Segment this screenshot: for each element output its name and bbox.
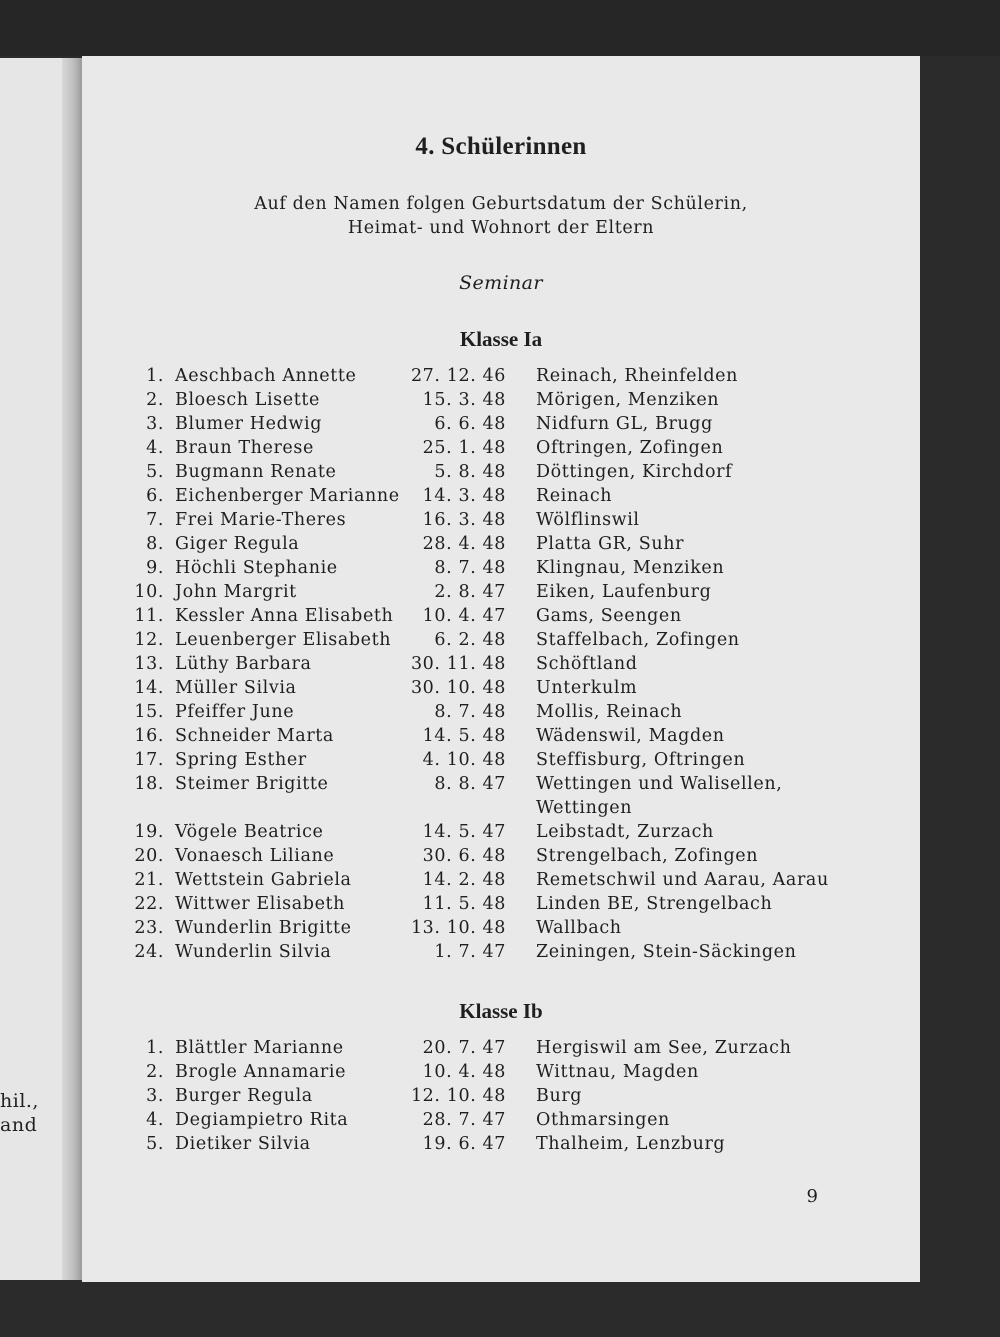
row-name: Blättler Marianne bbox=[175, 1038, 344, 1058]
row-name: Vögele Beatrice bbox=[175, 822, 324, 842]
table-row bbox=[82, 870, 920, 894]
intro-line: Heimat- und Wohnort der Eltern bbox=[347, 218, 655, 238]
row-date: 25. 1. 48 bbox=[422, 438, 506, 458]
row-place: Leibstadt, Zurzach bbox=[536, 822, 714, 842]
table-row bbox=[82, 390, 920, 414]
row-name: Steimer Brigitte bbox=[175, 774, 329, 794]
row-date: 16. 3. 48 bbox=[422, 510, 506, 530]
row-date: 8. 8. 47 bbox=[434, 774, 506, 794]
table-row bbox=[82, 1062, 920, 1086]
row-place: Gams, Seengen bbox=[536, 606, 682, 626]
row-num: 10. bbox=[134, 582, 164, 602]
page-title: 4. Schülerinnen bbox=[415, 133, 587, 160]
row-date: 19. 6. 47 bbox=[422, 1134, 506, 1154]
row-place: Wallbach bbox=[536, 918, 622, 938]
table-row bbox=[82, 942, 920, 966]
row-place: Eiken, Laufenburg bbox=[536, 582, 712, 602]
row-num: 5. bbox=[146, 462, 164, 482]
row-date: 12. 10. 48 bbox=[410, 1086, 506, 1106]
table-row bbox=[82, 822, 920, 846]
table-row bbox=[82, 726, 920, 750]
row-place: Wittnau, Magden bbox=[536, 1062, 699, 1082]
row-date: 11. 5. 48 bbox=[422, 894, 506, 914]
row-date: 10. 4. 48 bbox=[422, 1062, 506, 1082]
row-name: Müller Silvia bbox=[175, 678, 297, 698]
row-num: 9. bbox=[146, 558, 164, 578]
row-num: 12. bbox=[134, 630, 164, 650]
row-name: Braun Therese bbox=[175, 438, 314, 458]
table-row bbox=[82, 486, 920, 510]
row-name: Degiampietro Rita bbox=[175, 1110, 349, 1130]
row-date: 30. 10. 48 bbox=[410, 678, 506, 698]
row-name: Spring Esther bbox=[175, 750, 307, 770]
table-row bbox=[82, 534, 920, 558]
row-place: Reinach, Rheinfelden bbox=[536, 366, 738, 386]
row-place: Wettingen und Walisellen, bbox=[536, 774, 783, 794]
row-place: Strengelbach, Zofingen bbox=[536, 846, 759, 866]
klasse-ia-heading: Klasse Ia bbox=[459, 327, 543, 351]
table-row bbox=[82, 678, 920, 702]
row-num: 5. bbox=[146, 1134, 164, 1154]
row-name: Kessler Anna Elisabeth bbox=[175, 606, 394, 626]
row-name: Wunderlin Brigitte bbox=[175, 918, 352, 938]
table-row bbox=[82, 630, 920, 654]
row-name: Brogle Annamarie bbox=[175, 1062, 347, 1082]
row-place: Wädenswil, Magden bbox=[536, 726, 725, 746]
table-row bbox=[82, 582, 920, 606]
row-num: 16. bbox=[134, 726, 164, 746]
row-date: 30. 11. 48 bbox=[410, 654, 506, 674]
klasse-ib-heading: Klasse Ib bbox=[459, 999, 543, 1023]
row-date: 5. 8. 48 bbox=[434, 462, 506, 482]
intro-line: Auf den Namen folgen Geburtsdatum der Schülerin, bbox=[254, 194, 748, 214]
left-page-fragment: hil., bbox=[0, 1090, 39, 1112]
row-num: 3. bbox=[146, 1086, 164, 1106]
row-name: Schneider Marta bbox=[175, 726, 334, 746]
row-place: Hergiswil am See, Zurzach bbox=[536, 1038, 792, 1058]
row-date: 2. 8. 47 bbox=[434, 582, 506, 602]
row-num: 18. bbox=[134, 774, 164, 794]
row-place: Reinach bbox=[536, 486, 613, 506]
row-date: 14. 3. 48 bbox=[422, 486, 506, 506]
row-date: 20. 7. 47 bbox=[422, 1038, 506, 1058]
row-num: 2. bbox=[146, 1062, 164, 1082]
row-num: 20. bbox=[134, 846, 164, 866]
row-num: 19. bbox=[134, 822, 164, 842]
row-date: 30. 6. 48 bbox=[422, 846, 506, 866]
row-num: 24. bbox=[134, 942, 164, 962]
table-row bbox=[82, 558, 920, 582]
row-date: 1. 7. 47 bbox=[434, 942, 506, 962]
row-num: 22. bbox=[134, 894, 164, 914]
row-num: 21. bbox=[134, 870, 164, 890]
row-place: Mollis, Reinach bbox=[536, 702, 683, 722]
row-date: 14. 2. 48 bbox=[422, 870, 506, 890]
row-place: Döttingen, Kirchdorf bbox=[536, 462, 733, 482]
row-place: Schöftland bbox=[536, 654, 638, 674]
row-name: Pfeiffer June bbox=[175, 702, 295, 722]
row-place: Thalheim, Lenzburg bbox=[536, 1134, 726, 1154]
row-name: Leuenberger Elisabeth bbox=[175, 630, 392, 650]
row-name: Lüthy Barbara bbox=[175, 654, 312, 674]
section-heading: Seminar bbox=[459, 272, 543, 294]
row-place: Staffelbach, Zofingen bbox=[536, 630, 740, 650]
row-place: Klingnau, Menziken bbox=[536, 558, 725, 578]
table-row bbox=[82, 510, 920, 534]
row-place: Platta GR, Suhr bbox=[536, 534, 685, 554]
row-place: Wettingen bbox=[536, 798, 633, 818]
row-date: 28. 7. 47 bbox=[422, 1110, 506, 1130]
row-name: Höchli Stephanie bbox=[175, 558, 338, 578]
row-num: 1. bbox=[146, 366, 164, 386]
row-place: Unterkulm bbox=[536, 678, 638, 698]
row-name: Burger Regula bbox=[175, 1086, 313, 1106]
row-date: 27. 12. 46 bbox=[410, 366, 506, 386]
row-place: Wölflinswil bbox=[536, 510, 640, 530]
row-date: 8. 7. 48 bbox=[434, 558, 506, 578]
page-number: 9 bbox=[806, 1186, 818, 1207]
row-name: Wittwer Elisabeth bbox=[175, 894, 346, 914]
row-num: 15. bbox=[134, 702, 164, 722]
row-name: Dietiker Silvia bbox=[175, 1134, 311, 1154]
row-num: 1. bbox=[146, 1038, 164, 1058]
row-date: 13. 10. 48 bbox=[410, 918, 506, 938]
table-row bbox=[82, 846, 920, 870]
row-name: Aeschbach Annette bbox=[175, 366, 357, 386]
row-num: 2. bbox=[146, 390, 164, 410]
table-row bbox=[82, 798, 920, 822]
row-place: Burg bbox=[536, 1086, 583, 1106]
row-date: 15. 3. 48 bbox=[422, 390, 506, 410]
table-row bbox=[82, 438, 920, 462]
row-date: 14. 5. 47 bbox=[422, 822, 506, 842]
row-name: Wettstein Gabriela bbox=[175, 870, 352, 890]
row-num: 7. bbox=[146, 510, 164, 530]
row-num: 6. bbox=[146, 486, 164, 506]
row-date: 10. 4. 47 bbox=[422, 606, 506, 626]
row-name: Blumer Hedwig bbox=[175, 414, 323, 434]
row-name: Bugmann Renate bbox=[175, 462, 337, 482]
row-name: John Margrit bbox=[175, 582, 297, 602]
row-date: 8. 7. 48 bbox=[434, 702, 506, 722]
scan-background bbox=[0, 0, 1000, 56]
row-num: 4. bbox=[146, 1110, 164, 1130]
row-name: Bloesch Lisette bbox=[175, 390, 320, 410]
row-date: 6. 2. 48 bbox=[434, 630, 506, 650]
table-row bbox=[82, 1110, 920, 1134]
row-place: Steffisburg, Oftringen bbox=[536, 750, 746, 770]
table-row bbox=[82, 366, 920, 390]
page bbox=[82, 56, 920, 1282]
row-num: 13. bbox=[134, 654, 164, 674]
row-num: 4. bbox=[146, 438, 164, 458]
table-row bbox=[82, 894, 920, 918]
table-row bbox=[82, 774, 920, 798]
table-row bbox=[82, 750, 920, 774]
table-row bbox=[82, 1038, 920, 1062]
row-date: 14. 5. 48 bbox=[422, 726, 506, 746]
row-place: Remetschwil und Aarau, Aarau bbox=[536, 870, 829, 890]
row-place: Othmarsingen bbox=[536, 1110, 670, 1130]
row-place: Zeiningen, Stein-Säckingen bbox=[536, 942, 797, 962]
table-row bbox=[82, 1086, 920, 1110]
row-num: 14. bbox=[134, 678, 164, 698]
row-date: 4. 10. 48 bbox=[422, 750, 506, 770]
row-place: Nidfurn GL, Brugg bbox=[536, 414, 713, 434]
row-num: 17. bbox=[134, 750, 164, 770]
row-num: 23. bbox=[134, 918, 164, 938]
row-place: Mörigen, Menziken bbox=[536, 390, 720, 410]
table-row bbox=[82, 702, 920, 726]
row-place: Linden BE, Strengelbach bbox=[536, 894, 773, 914]
row-name: Vonaesch Liliane bbox=[175, 846, 335, 866]
row-place: Oftringen, Zofingen bbox=[536, 438, 724, 458]
row-date: 6. 6. 48 bbox=[434, 414, 506, 434]
row-date: 28. 4. 48 bbox=[422, 534, 506, 554]
row-num: 8. bbox=[146, 534, 164, 554]
table-row bbox=[82, 1134, 920, 1158]
row-name: Eichenberger Marianne bbox=[175, 486, 400, 506]
row-name: Wunderlin Silvia bbox=[175, 942, 332, 962]
row-name: Giger Regula bbox=[175, 534, 300, 554]
book-gutter bbox=[62, 58, 82, 1280]
row-num: 3. bbox=[146, 414, 164, 434]
table-row bbox=[82, 654, 920, 678]
table-row bbox=[82, 918, 920, 942]
row-name: Frei Marie-Theres bbox=[175, 510, 347, 530]
left-page-fragment: and bbox=[0, 1114, 38, 1136]
table-row bbox=[82, 606, 920, 630]
row-num: 11. bbox=[134, 606, 164, 626]
table-row bbox=[82, 462, 920, 486]
table-row bbox=[82, 414, 920, 438]
